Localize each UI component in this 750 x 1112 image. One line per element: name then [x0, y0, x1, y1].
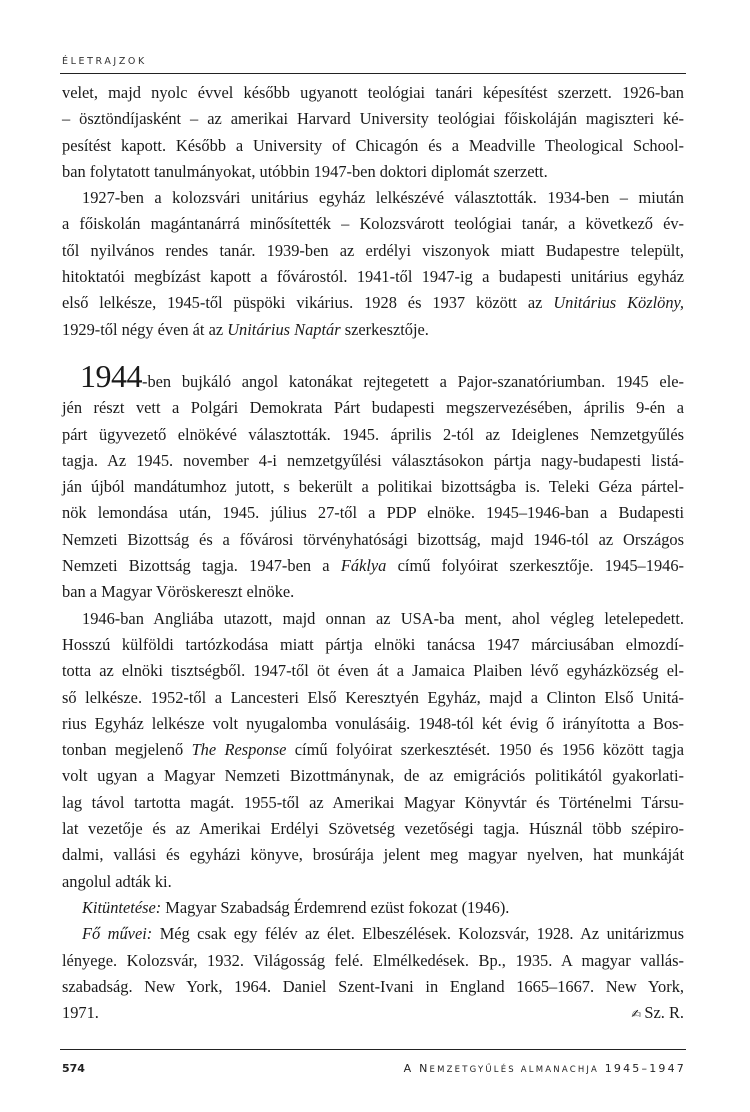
body-text — [62, 80, 684, 1027]
section-year: 1944 — [80, 357, 142, 394]
text-line: velet, majd nyolc évvel később ugyanott teológiai tanári képesítést szerzett. 1926-ban — [62, 83, 684, 102]
footer-rule — [60, 1049, 686, 1050]
author-signature: ✍ Sz. R. — [631, 1003, 684, 1023]
text-line: párt ügyvezető elnökévé választották. 1945. április 2-tól az Ideiglenes Nemzetgyűlés — [62, 424, 684, 444]
text-line: 1929-től négy éven át az Unitárius Naptár szerkesztője. — [62, 319, 429, 339]
paragraph-3 — [62, 357, 684, 606]
text-line: Nemzeti Bizottság és a fővárosi törvényhatósági bizottság, majd 1946-tól az Országos — [62, 529, 684, 549]
works-paragraph — [62, 921, 684, 1026]
text-line: angolul adták ki. — [62, 871, 172, 891]
awards-label: Kitüntetése: — [82, 897, 162, 917]
text-line: 1946-ban Angliába utazott, majd onnan az USA-ba ment, ahol végleg letelepedett. — [82, 608, 684, 628]
periodical-title: The Response — [191, 740, 287, 760]
text-line: jén részt vett a Polgári Demokrata Párt budapesti megszervezésében, április 9-én a — [62, 398, 684, 418]
text-line: ban a Magyar Vöröskereszt elnöke. — [62, 582, 295, 602]
text-line: től nyilvános rendes tanár. 1939-ben az erdélyi viszonyok miatt Budapestre települt, — [62, 240, 684, 260]
text-line: – ösztöndíjasként – az amerikai Harvard University teológiai főiskoláján magiszteri ké- — [62, 109, 684, 129]
text-line: Nemzeti Bizottság tagja. 1947-ben a Fáklya című folyóirat szerkesztője. 1945–1946- — [62, 556, 684, 576]
text-line: ján újból mandátumhoz jutott, s bekerült a politikai bizottságba is. Teleki Géza pártel- — [62, 477, 684, 497]
text-line: 1927-ben a kolozsvári unitárius egyház lelkészévé választották. 1934-ben – miután — [82, 188, 684, 208]
text-line: tagja. Az 1945. november 4-i nemzetgyűlési választásokon pártja nagy-budapesti listá- — [62, 450, 684, 470]
text-line: 1944-ben bujkáló angol katonákat rejtegetett a Pajor-szanatóriumban. 1945 ele- — [80, 357, 684, 394]
text-line: lényege. Kolozsvár, 1932. Világosság felé. Elmélkedések. Bp., 1935. A magyar vallás- — [62, 950, 684, 970]
writing-hand-icon: ✍ — [631, 1007, 642, 1022]
book-title: A NEMZETGYŰLÉS ALMANACHJA 1945–1947 — [403, 1062, 686, 1075]
text-line: első lelkésze, 1945-től püspöki vikárius. 1928 és 1937 között az Unitárius Közlöny, — [62, 293, 684, 313]
text-line: ső lelkésze. 1952-től a Lancesteri Első Keresztyén Egyház, majd a Clinton Első Unitá- — [62, 687, 684, 707]
periodical-title: Unitárius Naptár — [227, 319, 341, 339]
text-line: totta az elnöki tisztségből. 1947-től öt éven át a Jamaica Plaiben lévő egyházközség el- — [62, 661, 684, 681]
text-line: lag távol tartotta magát. 1955-től az Amerikai Magyar Könyvtár és Történelmi Társu- — [62, 792, 684, 812]
text-line: tonban megjelenő The Response című folyóirat szerkesztését. 1950 és 1956 között tagja — [62, 740, 685, 760]
periodical-title: Unitárius Közlöny, — [553, 293, 684, 313]
text-line: a főiskolán magántanárrá minősítették – Kolozsvárott teológiai tanár, a következő év- — [62, 214, 684, 234]
page-number: 574 — [62, 1062, 85, 1075]
text-line: szabadság. New York, 1964. Daniel Szent-Ivani in England 1665–1667. New York, — [62, 976, 684, 996]
paragraph-2 — [62, 185, 684, 343]
header-rule — [60, 73, 686, 74]
text-line: 1971. ✍ Sz. R. — [62, 1000, 684, 1026]
running-head: ÉLETRAJZOK — [62, 56, 147, 67]
text-line: ban folytatott tanulmányokat, utóbbin 1947-ben doktori diplomát szerzett. — [62, 161, 548, 181]
text-line: Kitüntetése: Magyar Szabadság Érdemrend ezüst fokozat (1946). — [82, 897, 510, 917]
text-line: nök lemondása után, 1945. július 27-től a PDP elnöke. 1945–1946-ban a Budapesti — [62, 503, 684, 523]
text-line: Hosszú külföldi tartózkodása miatt pártja elnöki tanácsa 1947 márciusában elmozdí- — [62, 634, 684, 654]
periodical-title: Fáklya — [340, 556, 387, 576]
text-line: dalmi, vallási és egyházi könyve, brosúrája jelent meg magyar nyelven, hat munkáját — [62, 845, 684, 865]
text-line: lat vezetője és az Amerikai Erdélyi Szövetség vezetőségi tagja. Húsznál több szépiro- — [62, 819, 684, 839]
works-label: Fő művei: — [82, 924, 153, 944]
text-line: volt ugyan a Magyar Nemzeti Bizottmánynak, de az emigrációs politikától gyakorlati- — [62, 766, 684, 786]
text-line: rius Egyház lelkésze volt nyugalomba vonulásáig. 1948-tól két évig ő irányította a Bos- — [62, 713, 684, 733]
paragraph-1 — [62, 80, 684, 185]
text-line: Fő művei: Még csak egy félév az élet. Elbeszélések. Kolozsvár, 1928. Az unitárizmus — [82, 924, 685, 944]
paragraph-4 — [62, 606, 684, 895]
text-line: hitoktatói megbízást kapott a fővárostól. 1941-től 1947-ig a budapesti unitárius egyház — [62, 267, 684, 287]
awards-paragraph — [62, 895, 684, 921]
text-line: pesítést kapott. Később a University of Chicagón és a Meadville Theological School- — [62, 135, 684, 155]
